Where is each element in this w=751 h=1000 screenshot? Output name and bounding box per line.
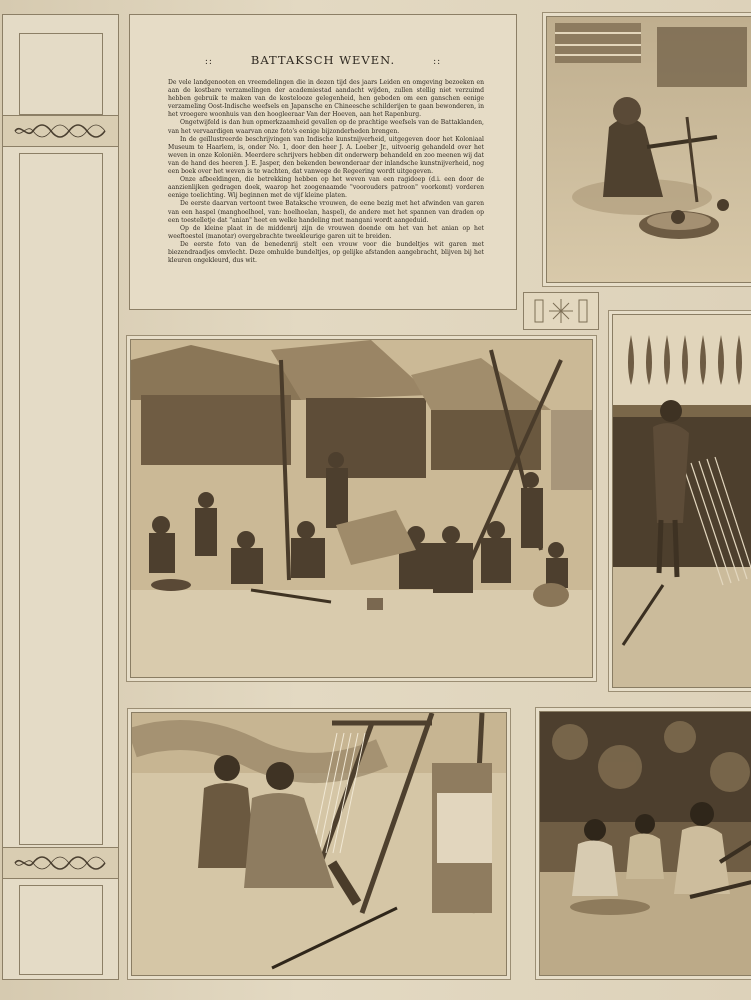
decorative-tile: [523, 292, 599, 330]
left-border-column: [2, 14, 119, 980]
photo-woman-at-warp-frame: [612, 314, 751, 688]
title-mark-left: ::: [204, 57, 213, 67]
article-title-row: [130, 53, 516, 67]
article-paragraph: De eerste daarvan vertoont twee Bataksche vrouwen, de eene bezig met het afwinden van garen van een haspel (manghoelhoel, van: hoelhoelan, haspel), de andere met het spannen van draden op een toestelletje dat "anian" heet en welke handeling met mangani wordt aangeduid.: [168, 200, 484, 224]
article-paragraph: De eerste foto van de benedenrij stelt een vrouw voor die bundeltjes wit garen met biezendraadjes omvlecht. Deze omhulde bundeltjes, op gelijke afstanden aangebracht, blijven bij het kleuren ongekleurd, dus wit.: [168, 240, 484, 265]
article-title: BATTAKSCH WEVEN.: [250, 53, 396, 67]
article-paragraph: De vele landgenooten en vreemdelingen die in dezen tijd des jaars Leiden en omgeving bezoeken en aan de kostbare verzamelingen der academiestad aandacht wijden, zullen stellig niet verzuimd hebben gebruik te maken van de kostelooze gelegenheid, hen geboden om een ganschen eenige verzameling Oost-Indische weefsels en Japansche en Chineesche schilderijen te gaan bewonderen, in het vroegere woonhuis van den hoogleeraar Van der Hoeven, aan het Rapenburg.: [168, 79, 484, 119]
border-panel-middle: [19, 153, 103, 845]
article-body: [168, 79, 484, 265]
title-mark-right: ::: [433, 57, 442, 67]
article-paragraph: Onze afbeeldingen, die betrekking hebben op het weven van een ragidoep (d.i. een door de aanzienlijken gedragen doek, waarop het zoogenaamde "voorouders patroon" voorkomt) vorderen eenige toelichting. Wij beginnen met de vijf kleine platen.: [168, 176, 484, 200]
article-paragraph: Op de kleine plaat in de middenrij zijn de vrouwen doende om het van het anian op het weeftoestel (manotar) overgebrachte tweekleurige garen uit te breiden.: [168, 224, 484, 240]
article-paragraph: In de geïllustreerde beschrijvingen van Indische kunstnijverheid, uitgegeven door het Koloniaal Museum te Haarlem, is, onder No. 1, door den heer J. A. Loeber Jr., uitvoerig gehandeld over het weven in onze Koloniën. Meerdere schrijvers hebben dit onderwerp behandeld en zoo meenen wij dat van de hand des heeren J. E. Jasper, den bekenden bewonderaar der inlandsche kunstnijverheid, nog een boek over het weven is te wachten, dat vanwege de Regeering wordt uitgegeven.: [168, 135, 484, 176]
border-panel-bottom: [19, 885, 103, 975]
photo-woman-winding-yarn: [546, 16, 751, 283]
border-panel-top: [19, 33, 103, 115]
scroll-ornament-icon: [3, 847, 118, 879]
photo-women-seated-at-loom: [131, 712, 507, 976]
article-text-box: [129, 14, 517, 310]
photo-village-weaving-scene: [130, 339, 593, 678]
article-paragraph: Ongetwijfeld is dan hun opmerkzaamheid gevallen op de prachtige weefsels van de Battaklanden, van het vervaardigen waarvan onze foto's eenige bijzonderheden brengen.: [168, 119, 484, 135]
scroll-ornament-icon: [3, 115, 118, 147]
photo-women-weaving-outdoors: [539, 711, 751, 976]
